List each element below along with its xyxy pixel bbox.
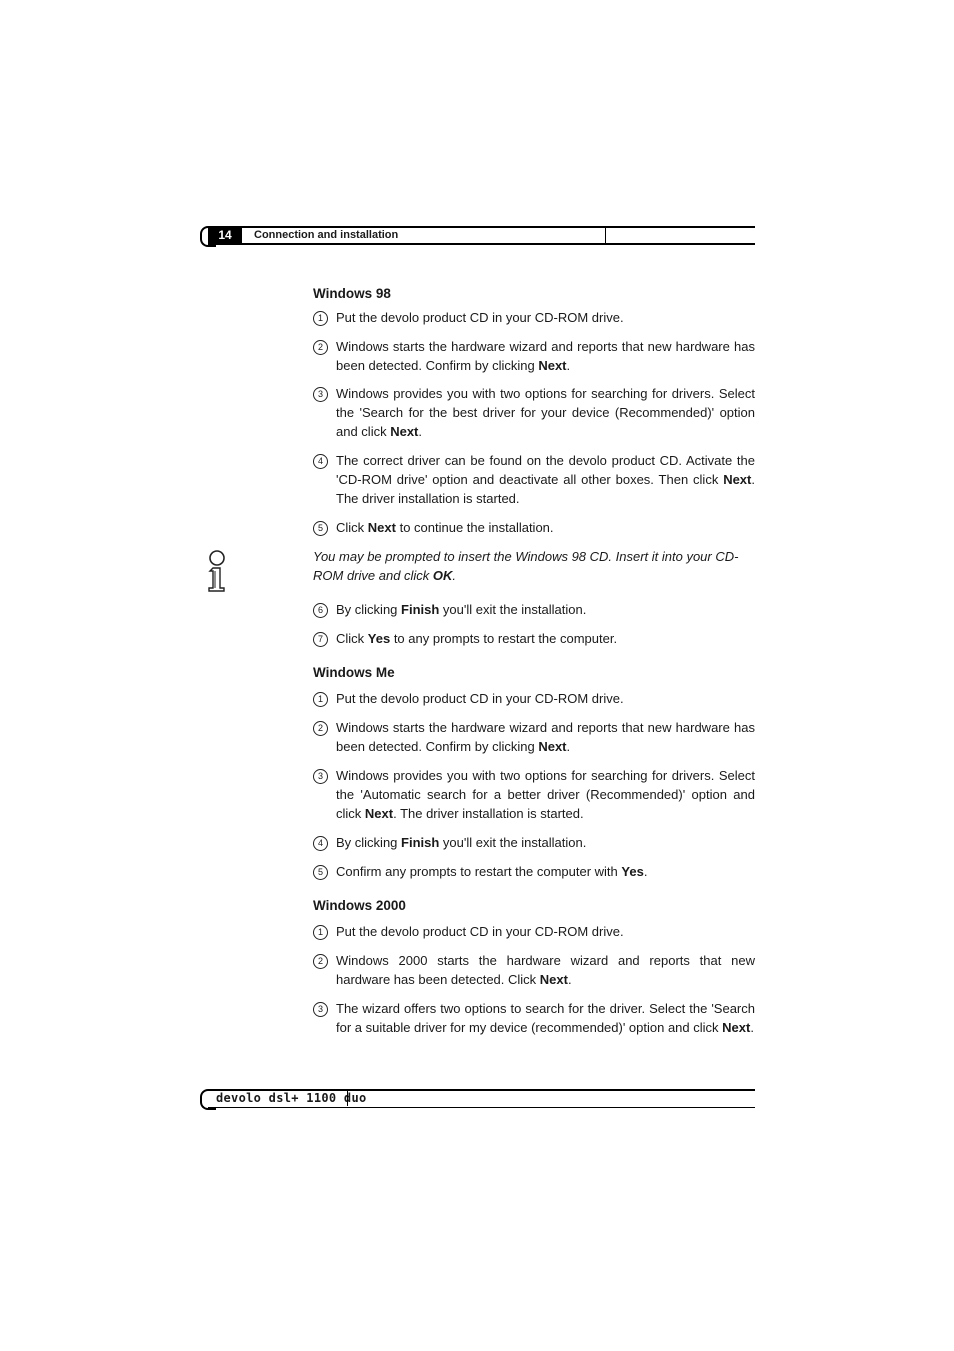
info-i-icon bbox=[204, 549, 230, 593]
w98-step-6 bbox=[313, 600, 755, 619]
step-number-icon: 4 bbox=[313, 836, 328, 851]
step-text: Click Yes to any prompts to restart the computer. bbox=[336, 631, 618, 646]
step-number-icon: 2 bbox=[313, 721, 328, 736]
step-text: Put the devolo product CD in your CD-ROM drive. bbox=[336, 691, 624, 706]
step-number-icon: 7 bbox=[313, 632, 328, 647]
w98-step-4 bbox=[313, 451, 755, 508]
step-text: Windows provides you with two options for searching for drivers. Select the 'Automatic search for a better driver (Recommended)' option and click Next. The driver installation is started. bbox=[336, 768, 755, 821]
w2000-step-1 bbox=[313, 922, 755, 941]
step-text: Windows starts the hardware wizard and reports that new hardware has been detected. Confirm by clicking Next. bbox=[336, 720, 755, 754]
page-header bbox=[200, 226, 755, 245]
heading-windows-me: Windows Me bbox=[313, 665, 395, 680]
w98-step-3 bbox=[313, 384, 755, 441]
step-number-icon: 5 bbox=[313, 521, 328, 536]
step-number-icon: 6 bbox=[313, 603, 328, 618]
step-text: Click Next to continue the installation. bbox=[336, 520, 554, 535]
heading-windows-98: Windows 98 bbox=[313, 286, 391, 301]
step-text: Confirm any prompts to restart the computer with Yes. bbox=[336, 864, 648, 879]
step-text: Windows starts the hardware wizard and reports that new hardware has been detected. Confirm by clicking Next. bbox=[336, 339, 755, 373]
wme-step-5 bbox=[313, 862, 755, 881]
footer-rule-bottom bbox=[208, 1107, 755, 1108]
step-number-icon: 1 bbox=[313, 925, 328, 940]
step-number-icon: 4 bbox=[313, 454, 328, 469]
page-footer bbox=[200, 1089, 755, 1108]
header-separator bbox=[605, 228, 606, 243]
step-number-icon: 3 bbox=[313, 387, 328, 402]
step-number-icon: 2 bbox=[313, 954, 328, 969]
w2000-step-2 bbox=[313, 951, 755, 989]
w2000-step-3 bbox=[313, 999, 755, 1037]
step-number-icon: 1 bbox=[313, 692, 328, 707]
wme-step-3 bbox=[313, 766, 755, 823]
step-number-icon: 5 bbox=[313, 865, 328, 880]
step-text: The correct driver can be found on the devolo product CD. Activate the 'CD-ROM drive' option and deactivate all other boxes. Then click Next. The driver installation is started. bbox=[336, 453, 755, 506]
step-number-icon: 2 bbox=[313, 340, 328, 355]
wme-step-1 bbox=[313, 689, 755, 708]
main-content bbox=[313, 284, 755, 1037]
step-text: By clicking Finish you'll exit the installation. bbox=[336, 602, 587, 617]
section-title: Connection and installation bbox=[254, 229, 399, 241]
step-text: Put the devolo product CD in your CD-ROM drive. bbox=[336, 310, 624, 325]
heading-windows-2000: Windows 2000 bbox=[313, 898, 406, 913]
w98-step-7 bbox=[313, 629, 755, 648]
step-text: Windows 2000 starts the hardware wizard and reports that new hardware has been detected. Click Next. bbox=[336, 953, 755, 987]
w98-step-1 bbox=[313, 308, 755, 327]
wme-step-4 bbox=[313, 833, 755, 852]
info-note: You may be prompted to insert the Windows 98 CD. Insert it into your CD-ROM drive and click OK. bbox=[313, 549, 739, 583]
product-name: devolo dsl+ 1100 duo bbox=[216, 1091, 367, 1105]
footer-separator bbox=[347, 1091, 348, 1106]
header-rule-bottom bbox=[208, 243, 755, 245]
w98-step-5 bbox=[313, 518, 755, 537]
step-number-icon: 1 bbox=[313, 311, 328, 326]
w98-step-2 bbox=[313, 337, 755, 375]
step-text: Put the devolo product CD in your CD-ROM drive. bbox=[336, 924, 624, 939]
step-text: Windows provides you with two options for searching for drivers. Select the 'Search for the best driver for your device (Recommended)' option and click Next. bbox=[336, 386, 755, 439]
wme-step-2 bbox=[313, 718, 755, 756]
page-number: 14 bbox=[208, 228, 242, 243]
step-number-icon: 3 bbox=[313, 769, 328, 784]
step-text: The wizard offers two options to search for the driver. Select the 'Search for a suitable driver for my device (recommended)' option and click Next. bbox=[336, 1001, 755, 1035]
step-number-icon: 3 bbox=[313, 1002, 328, 1017]
step-text: By clicking Finish you'll exit the installation. bbox=[336, 835, 587, 850]
